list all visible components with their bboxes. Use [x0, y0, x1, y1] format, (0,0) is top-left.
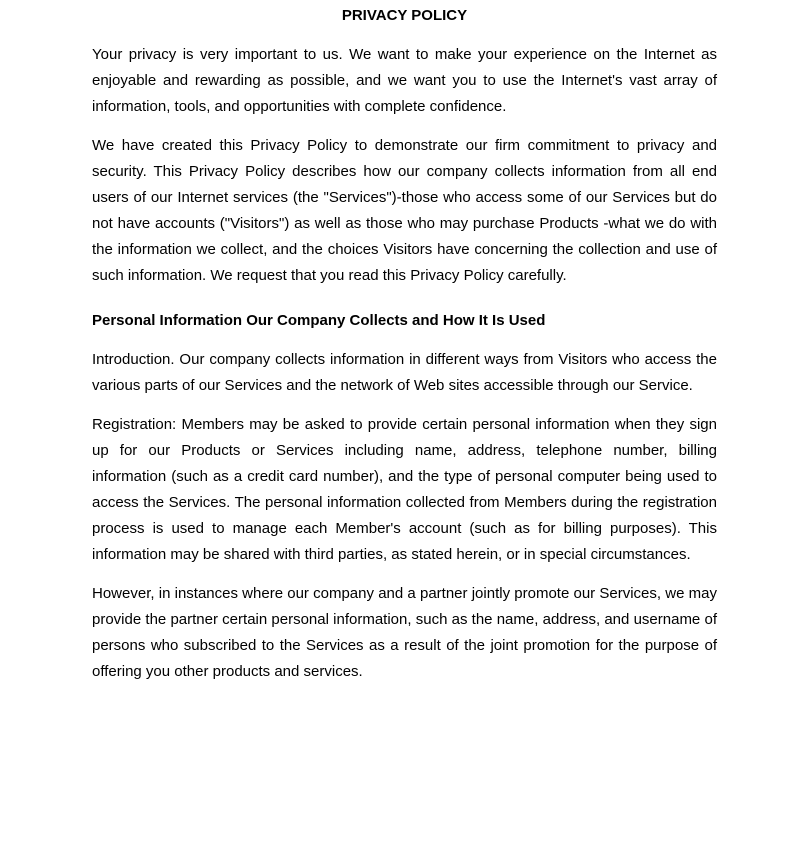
paragraph-privacy-importance: Your privacy is very important to us. We want to make your experience on the Internet as enjoyable and rewarding as possible, and we want you to use the Internet's vast array of information, tools, and opportunities with complete confidence.: [92, 46, 717, 115]
paragraph-policy-purpose: We have created this Privacy Policy to demonstrate our firm commitment to privacy and security. This Privacy Policy describes how our company collects information from all end users of our Internet services (the "Services")-those who access some of our Services but do not have accounts ("Visitors") as well as those who may purchase Products -what we do with the information we collect, and the choices Visitors have concerning the collection and use of such information. We request that you read this Privacy Policy carefully.: [92, 137, 717, 284]
paragraph-joint-promotion: However, in instances where our company and a partner jointly promote our Services, we may provide the partner certain personal information, such as the name, address, and username of persons who subscribed to the Services as a result of the joint promotion for the purpose of offering you other products and services.: [92, 585, 717, 680]
paragraph-registration: Registration: Members may be asked to provide certain personal information when they sign up for our Products or Services including name, address, telephone number, billing information (such as a credit card number), and the type of personal computer being used to access the Services. The personal information collected from Members during the registration process is used to manage each Member's account (such as for billing purposes). This information may be shared with third parties, as stated herein, or in special circumstances.: [92, 416, 717, 563]
section-heading-personal-information: Personal Information Our Company Collects and How It Is Used: [92, 312, 546, 329]
document-title: PRIVACY POLICY: [341, 7, 468, 24]
paragraph-introduction: Introduction. Our company collects information in different ways from Visitors who access the various parts of our Services and the network of Web sites accessible through our Service.: [92, 351, 717, 394]
